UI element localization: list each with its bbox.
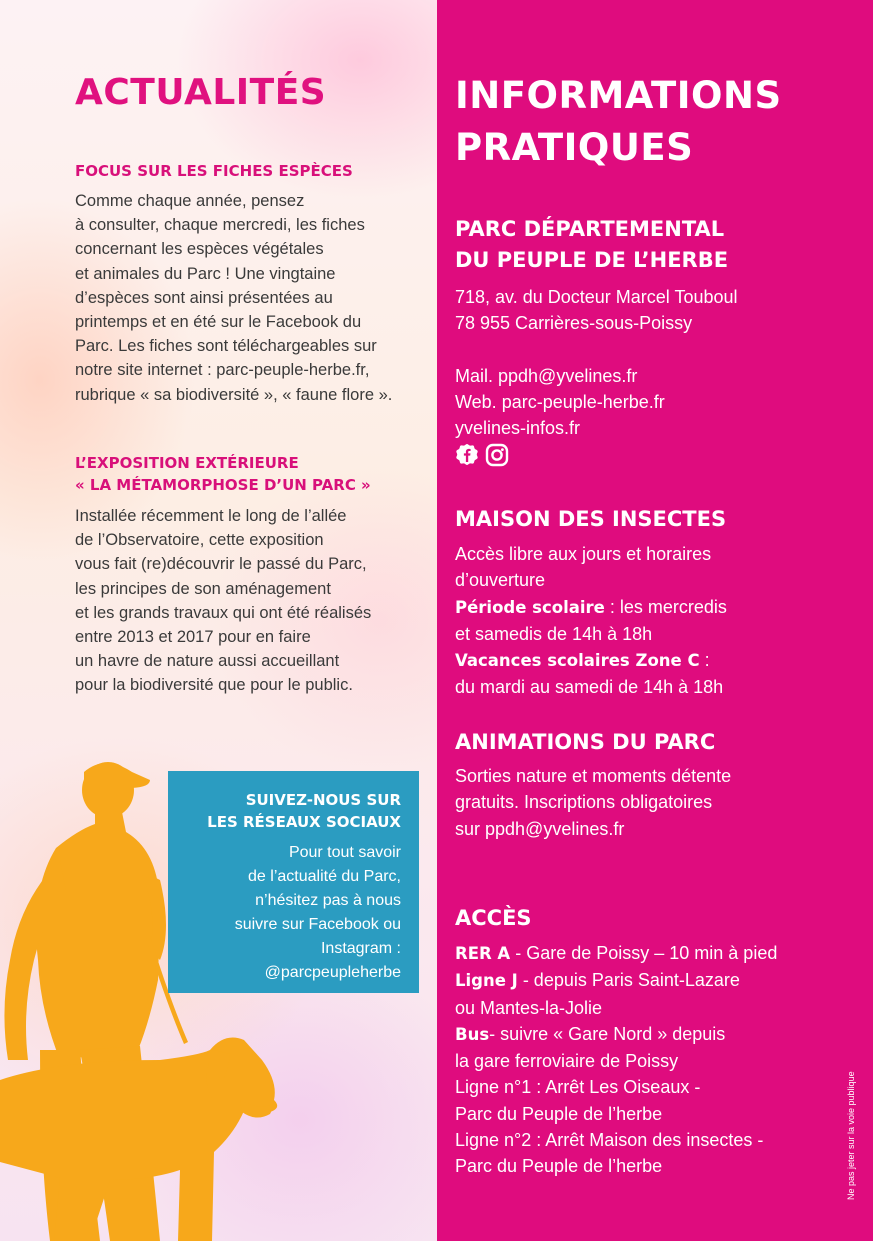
insects-details: Accès libre aux jours et horaires d’ouverture Période scolaire : les mercredis et samedis de 14h à 18h Vacances scolaires Zone C : du mardi au samedi de 14h à 18h <box>455 544 727 698</box>
web-link[interactable]: Web. parc-peuple-herbe.fr <box>455 391 665 412</box>
focus-heading: FOCUS SUR LES FICHES ESPÈCES <box>75 162 353 180</box>
info-panel <box>437 0 873 1241</box>
access-heading: ACCÈS <box>455 906 532 930</box>
park-details: 718, av. du Docteur Marcel Touboul 78 955 Carrières-sous-Poissy Mail. ppdh@yvelines.fr Web. parc-peuple-herbe.fr yvelines-infos.fr <box>455 284 855 441</box>
access-details: RER A - Gare de Poissy – 10 min à pied Ligne J - depuis Paris Saint-Lazare ou Mantes-la-Jolie Bus- suivre « Gare Nord » depuis la gare ferroviaire de Poissy Ligne n°1 : Arrêt Les Oiseaux - Parc du Peuple de l’herbe Ligne n°2 : Arrêt Maison des insectes - Parc du Peuple de l’herbe <box>455 943 778 1177</box>
social-box <box>168 771 419 993</box>
social-title: SUIVEZ-NOUS SUR LES RÉSEAUX SOCIAUX <box>207 791 401 831</box>
facebook-icon[interactable] <box>455 443 479 467</box>
social-icons <box>455 443 509 467</box>
news-title: ACTUALITÉS <box>75 72 327 113</box>
animations-heading: ANIMATIONS DU PARC <box>455 730 716 754</box>
expo-text: Installée récemment le long de l’allée de l’Observatoire, cette exposition vous fait (re)découvrir le passé du Parc, les principes de son aménagement et les grands travaux qui ont été réalisés entre 2013 et 2017 pour en faire un havre de nature aussi accueillant pour la biodiversité que pour le public. <box>75 507 372 695</box>
disposal-notice: Ne pas jeter sur la voie publique <box>846 1071 856 1200</box>
web-link-2[interactable]: yvelines-infos.fr <box>455 418 581 439</box>
info-title: INFORMATIONS PRATIQUES <box>455 74 782 169</box>
insects-heading: MAISON DES INSECTES <box>455 507 727 531</box>
expo-heading: L’EXPOSITION EXTÉRIEURE « LA MÉTAMORPHOSE D’UN PARC » <box>75 454 371 494</box>
animations-details: Sorties nature et moments détente gratuits. Inscriptions obligatoires sur ppdh@yvelines.fr <box>455 766 732 839</box>
instagram-icon[interactable] <box>485 443 509 467</box>
focus-text: Comme chaque année, pensez à consulter, chaque mercredi, les fiches concernant les espèces végétales et animales du Parc ! Une vingtaine d’espèces sont ainsi présentées au printemps et en été sur le Facebook du Parc. Les fiches sont téléchargeables sur notre site internet : parc-peuple-herbe.fr, rubrique « sa biodiversité », « faune flore ». <box>75 192 393 404</box>
mail-link[interactable]: Mail. ppdh@yvelines.fr <box>455 365 638 386</box>
park-heading: PARC DÉPARTEMENTAL DU PEUPLE DE L’HERBE <box>455 217 729 272</box>
social-text: Pour tout savoir de l’actualité du Parc, n’hésitez pas à nous suivre sur Facebook ou Instagram : @parcpeupleherbe <box>234 844 401 981</box>
